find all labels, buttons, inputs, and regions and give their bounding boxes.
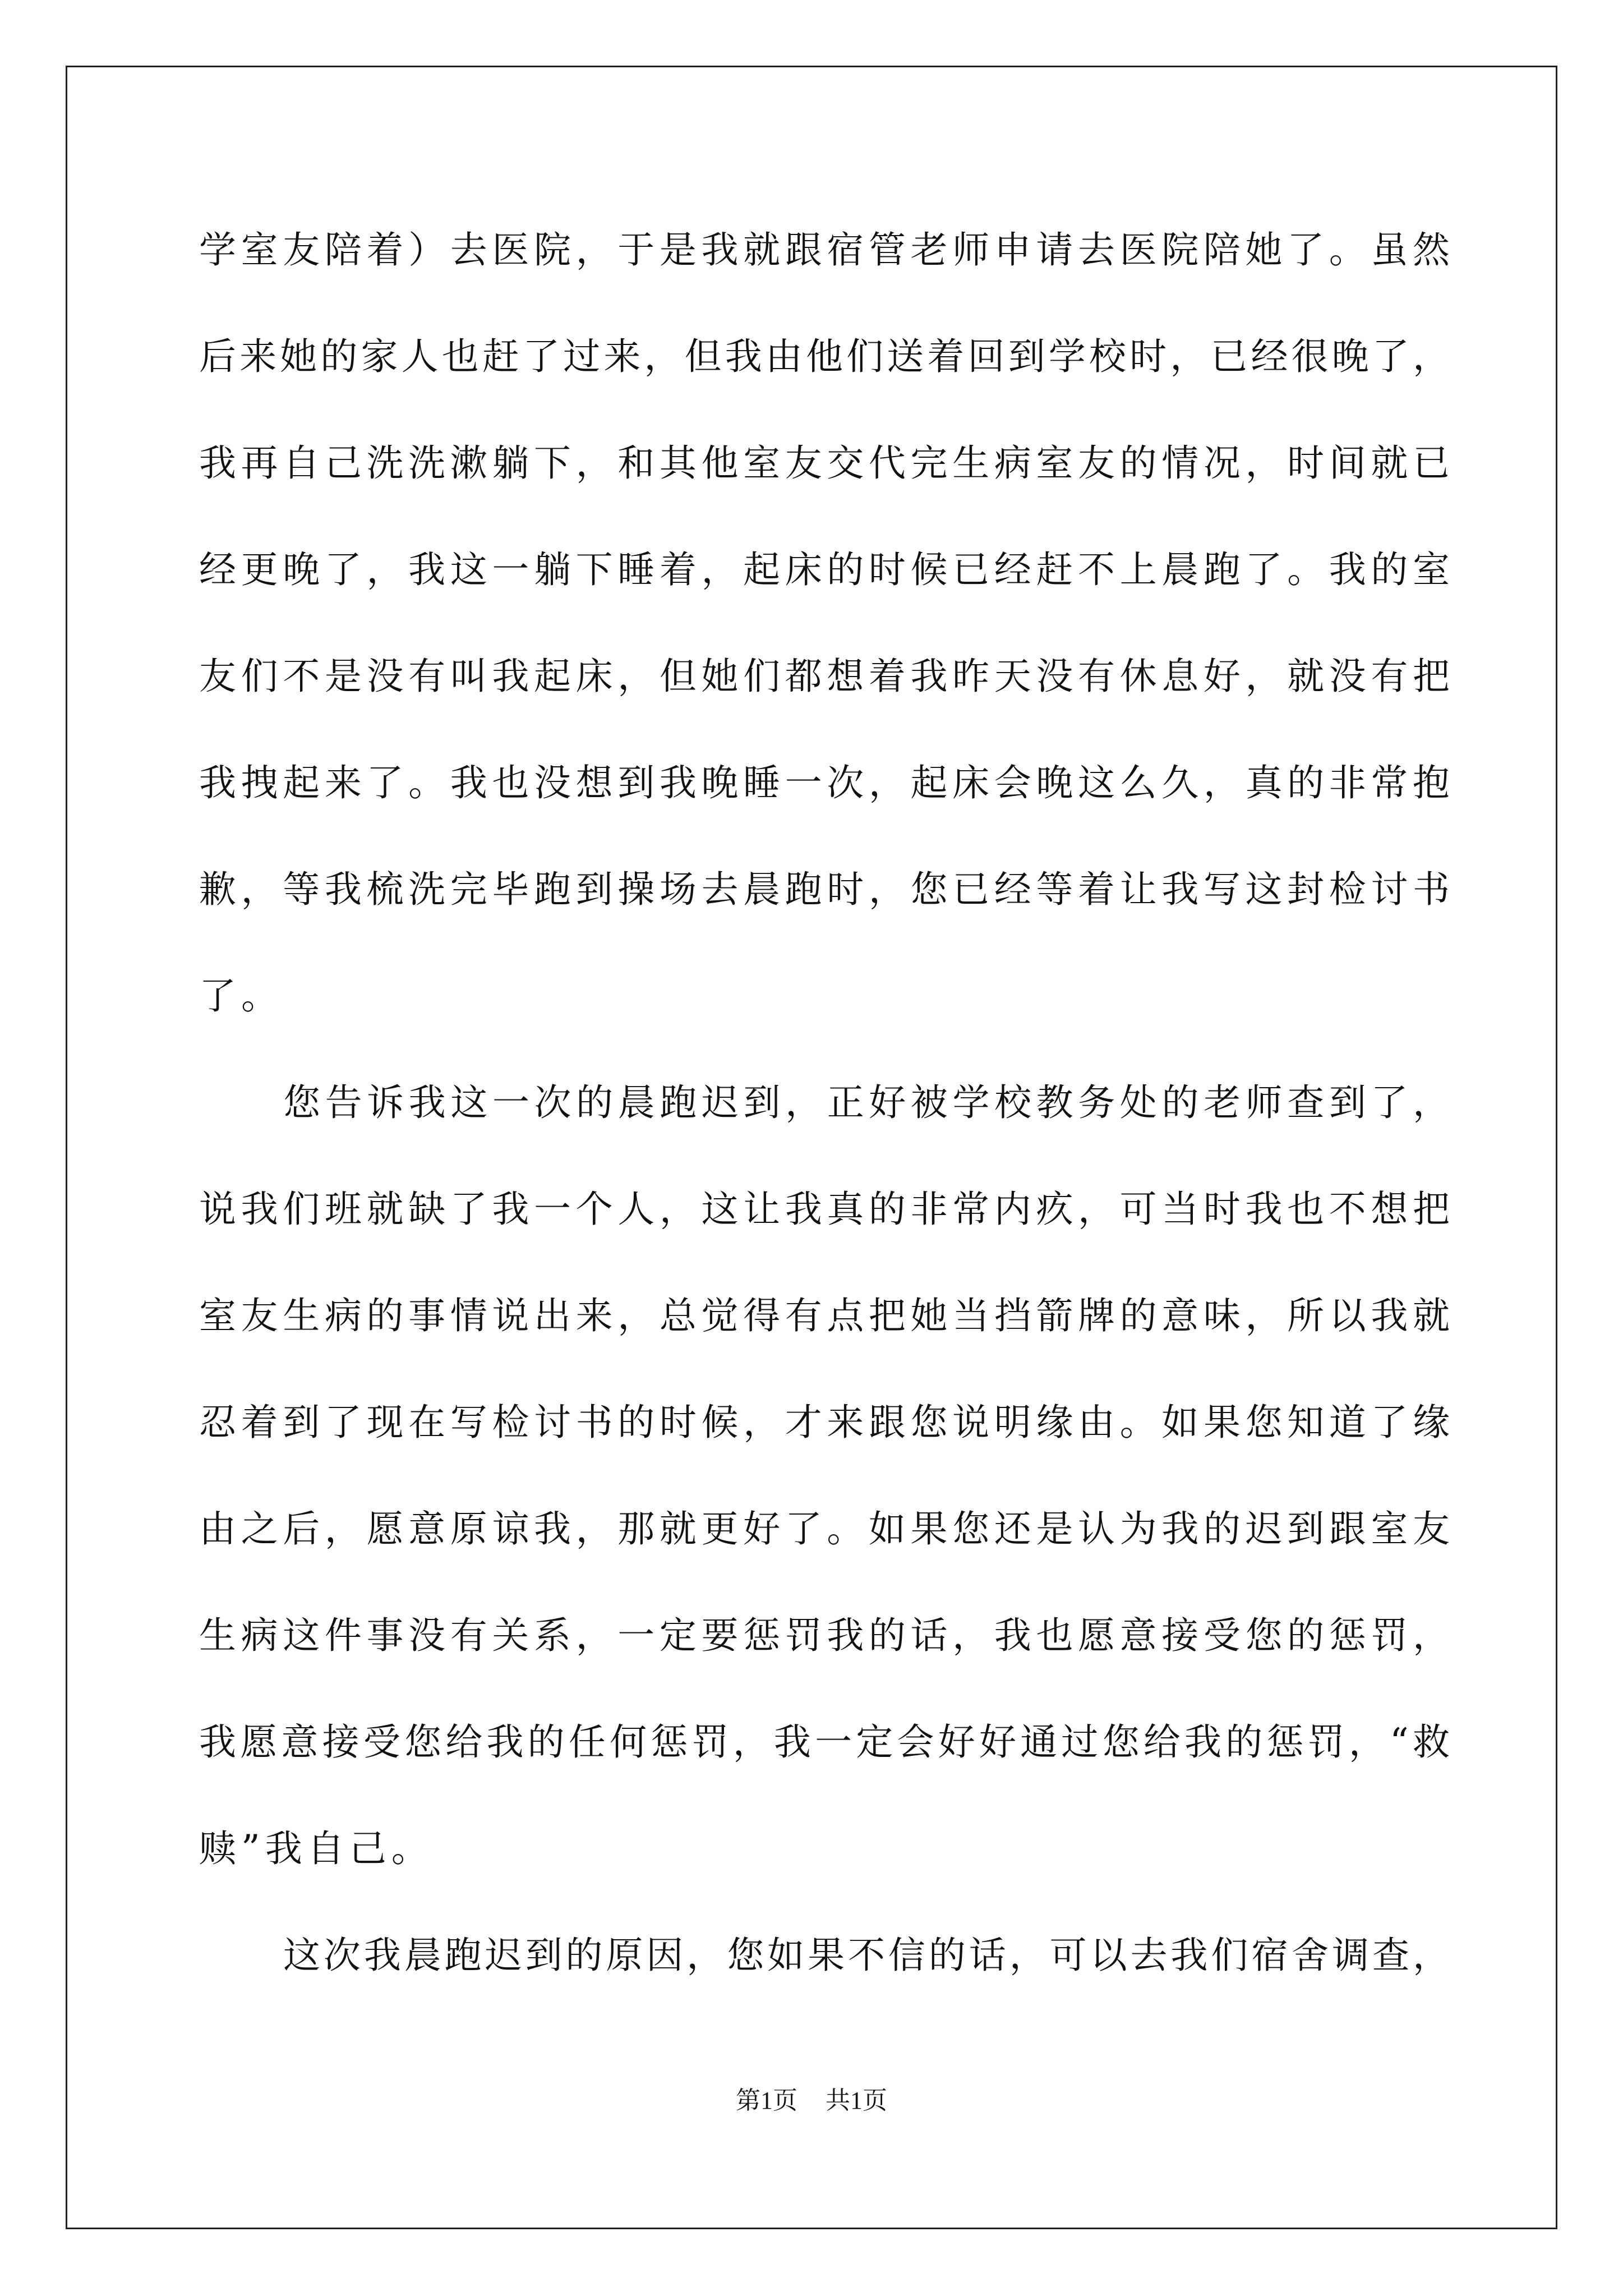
text-line: 赎”我自己。 (199, 1827, 434, 1870)
text-line: 了。 (199, 974, 283, 1018)
text-line: 由之后，愿意原谅我，那就更好了。如果您还是认为我的迟到跟室友 (199, 1507, 1450, 1550)
page-total: 共1页 (826, 2087, 887, 2114)
text-line: 学室友陪着）去医院，于是我就跟宿管老师申请去医院陪她了。虽然 (199, 228, 1450, 272)
text-line: 后来她的家人也赶了过来，但我由他们送着回到学校时，已经很晚了， (199, 335, 1450, 378)
text-line: 您告诉我这一次的晨跑迟到，正好被学校教务处的老师查到了， (283, 1081, 1450, 1124)
text-line: 友们不是没有叫我起床，但她们都想着我昨天没有休息好，就没有把 (199, 655, 1450, 698)
page-number: 第1页 (736, 2087, 797, 2114)
text-line: 我再自己洗洗漱躺下，和其他室友交代完生病室友的情况，时间就已 (199, 441, 1450, 485)
page-footer (0, 2084, 1623, 2118)
page-border (66, 66, 1557, 2229)
text-line: 忍着到了现在写检讨书的时候，才来跟您说明缘由。如果您知道了缘 (199, 1401, 1450, 1444)
text-line: 经更晚了，我这一躺下睡着，起床的时候已经赶不上晨跑了。我的室 (199, 548, 1450, 591)
text-line: 这次我晨跑迟到的原因，您如果不信的话，可以去我们宿舍调查， (283, 1934, 1450, 1977)
text-line: 生病这件事没有关系，一定要惩罚我的话，我也愿意接受您的惩罚， (199, 1614, 1450, 1657)
text-line: 我愿意接受您给我的任何惩罚，我一定会好好通过您给我的惩罚，“救 (199, 1720, 1450, 1764)
text-line: 说我们班就缺了我一个人，这让我真的非常内疚，可当时我也不想把 (199, 1188, 1450, 1231)
text-line: 室友生病的事情说出来，总觉得有点把她当挡箭牌的意味，所以我就 (199, 1294, 1450, 1337)
text-line: 我拽起来了。我也没想到我晚睡一次，起床会晚这么久，真的非常抱 (199, 761, 1450, 804)
text-line: 歉，等我梳洗完毕跑到操场去晨跑时，您已经等着让我写这封检讨书 (199, 868, 1450, 911)
